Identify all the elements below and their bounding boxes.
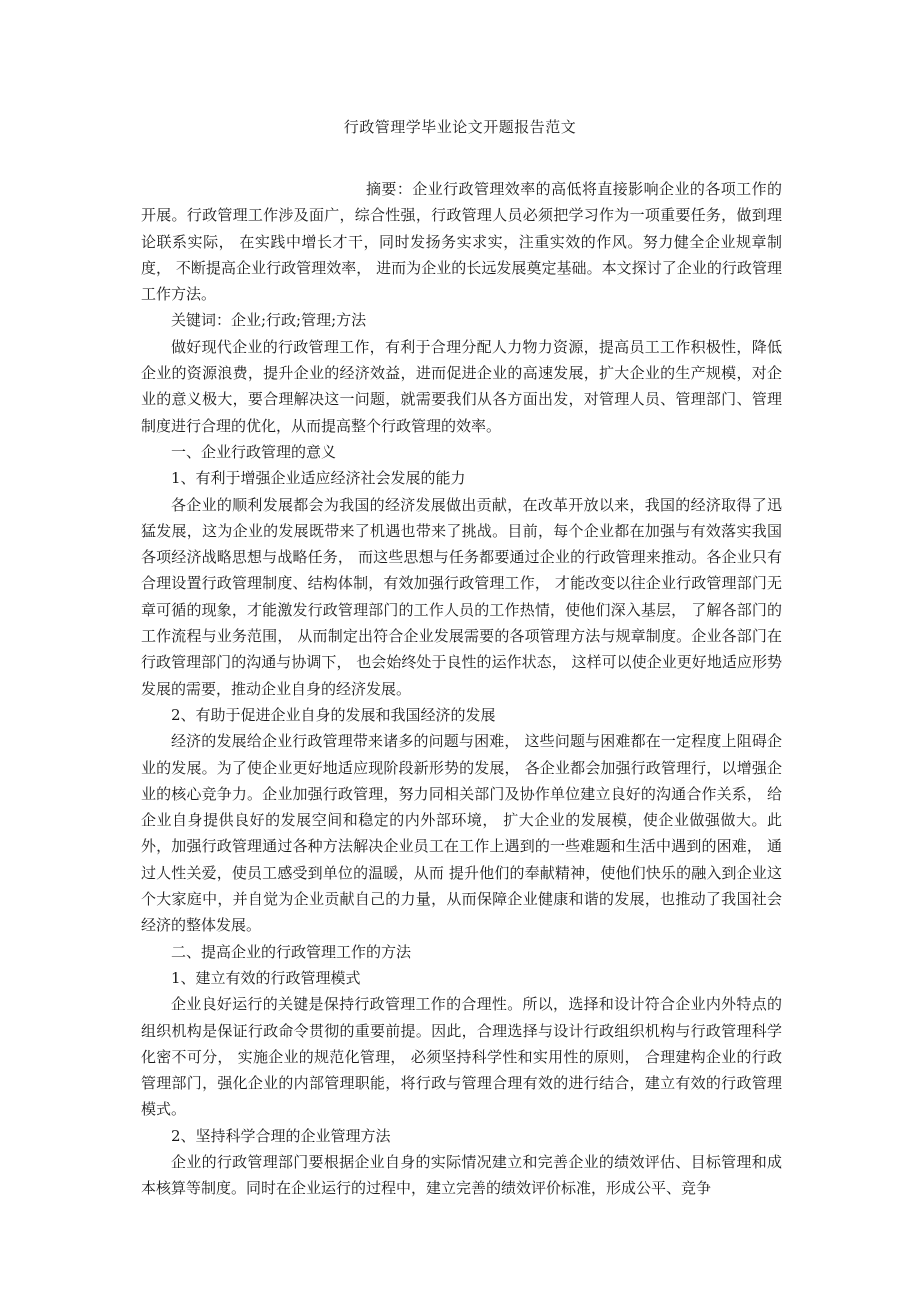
section-heading: 一、企业行政管理的意义 (171, 442, 337, 461)
section-heading: 二、提高企业的行政管理工作的方法 (171, 942, 412, 961)
subsection-heading: 1、建立有效的行政管理模式 (171, 968, 361, 987)
subsection-heading: 2、坚持科学合理的企业管理方法 (171, 1126, 391, 1145)
subsection-heading: 2、有助于促进企业自身的发展和我国经济的发展 (171, 705, 496, 724)
keywords-line: 关键词：企业;行政;管理;方法 (171, 311, 367, 330)
body-paragraph: 经济的发展给企业行政管理带来诸多的问题与困难， 这些问题与困难都在一定程度上阻碍企业的发展。为了使企业更好地适应现阶段新形势的发展， 各企业都会加强行政管理行，以增强企业的核心竞争力。企业加强行政管理，努力同相关部门及协作单位建立良好的沟通合作关系， 给企业自身提供良好的发展空间和稳定的内外部环境， 扩大企业的发展模，使企业做强做大。此外，加强行政管理通过各种方法解决企业员工在工作上遇到的一些难题和生活中遇到的困难， 通过人性关爱，使员工感受到单位的温暖，从而 提升他们的奉献精神，使他们快乐的融入到企业这个大家庭中，并自觉为企业贡献自己的力量，从而保障企业健康和谐的发展，也推动了我国社会经济的整体发展。 (141, 732, 782, 935)
document-title: 行政管理学毕业论文开题报告范文 (343, 118, 577, 136)
subsection-heading: 1、有利于增强企业适应经济社会发展的能力 (171, 469, 466, 488)
body-paragraph: 企业的行政管理部门要根据企业自身的实际情况建立和完善企业的绩效评估、目标管理和成本核算等制度。同时在企业运行的过程中，建立完善的绩效评价标准，形成公平、竞争 (141, 1152, 782, 1198)
intro-paragraph: 做好现代企业的行政管理工作，有利于合理分配人力物力资源，提高员工工作积极性，降低企业的资源浪费，提升企业的经济效益，进而促进企业的高速发展，扩大企业的生产规模，对企业的意义极大，要合理解决这一问题，就需要我们从各方面出发，对管理人员、管理部门、管理制度进行合理的优化，从而提高整个行政管理的效率。 (141, 337, 782, 435)
abstract-paragraph: 摘要：企业行政管理效率的高低将直接影响企业的各项工作的开展。行政管理工作涉及面广，综合性强，行政管理人员必须把学习作为一项重要任务，做到理论联系实际， 在实践中增长才干，同时发扬务实求实，注重实效的作风。努力健全企业规章制度， 不断提高企业行政管理效率， 进而为企业的长远发展奠定基础。本文探讨了企业的行政管理工作方法。 (141, 180, 782, 304)
body-paragraph: 各企业的顺利发展都会为我国的经济发展做出贡献，在改革开放以来，我国的经济取得了迅猛发展，这为企业的发展既带来了机遇也带来了挑战。目前，每个企业都在加强与有效落实我国各项经济战略思想与战略任务， 而这些思想与任务都要通过企业的行政管理来推动。各企业只有合理设置行政管理制度、结构体制，有效加强行政管理工作， 才能改变以往企业行政管理部门无章可循的现象，才能激发行政管理部门的工作人员的工作热情，使他们深入基层， 了解各部门的工作流程与业务范围， 从而制定出符合企业发展需要的各项管理方法与规章制度。企业各部门在行政管理部门的沟通与协调下， 也会始终处于良性的运作状态， 这样可以使企业更好地适应形势发展的需要，推动企业自身的经济发展。 (141, 495, 782, 698)
document-body (141, 176, 782, 1202)
body-paragraph: 企业良好运行的关键是保持行政管理工作的合理性。所以，选择和设计符合企业内外特点的组织机构是保证行政命令贯彻的重要前提。因此，合理选择与设计行政组织机构与行政管理科学化密不可分， 实施企业的规范化管理， 必须坚持科学性和实用性的原则， 合理建构企业的行政管理部门，强化企业的内部管理职能，将行政与管理合理有效的进行结合，建立有效的行政管理模式。 (141, 995, 782, 1119)
